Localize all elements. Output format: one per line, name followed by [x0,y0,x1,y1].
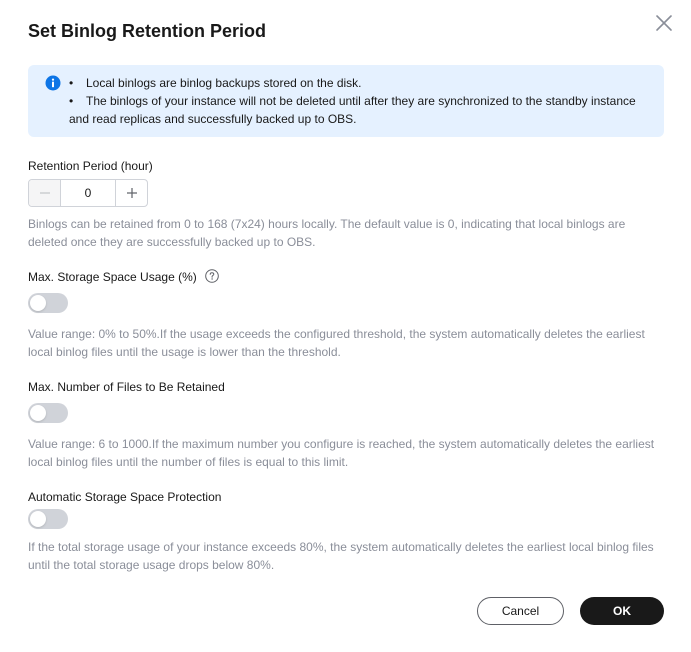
storage-usage-label: Max. Storage Space Usage (%) [28,270,197,284]
retention-period-help [28,215,668,251]
dialog-title: Set Binlog Retention Period [28,21,267,41]
max-files-label: Max. Number of Files to Be Retained [28,380,225,394]
max-files-help-line-2: local binlog files until the number of files is equal to this limit. [28,455,349,469]
toggle-knob [30,405,46,421]
cancel-button[interactable]: Cancel [477,597,564,625]
toggle-knob [30,511,46,527]
notice-text [69,74,650,128]
auto-protection-label: Automatic Storage Space Protection [28,490,222,504]
notice-bullet-2-continuation: and read replicas and successfully backed up to OBS. [69,112,357,126]
max-files-help-line-1: Value range: 6 to 1000.If the maximum number you configure is reached, the system automatically deletes the earliest [28,437,655,451]
max-files-toggle[interactable] [28,403,68,423]
auto-protection-toggle[interactable] [28,509,68,529]
auto-protection-help [28,538,668,574]
auto-protection-help-line-1: If the total storage usage of your instance exceeds 80%, the system automatically deletes the earliest local binlog files [28,540,654,554]
close-icon[interactable] [652,11,676,35]
info-icon [45,75,61,91]
storage-usage-toggle[interactable] [28,293,68,313]
decrement-button[interactable] [29,180,61,206]
storage-usage-help-line-2: local binlog files until the usage is lower than the threshold. [28,345,341,359]
auto-protection-help-line-2: until the total storage usage drops below 80%. [28,558,275,572]
max-files-help [28,435,668,471]
increment-button[interactable] [115,180,147,206]
storage-usage-help [28,325,668,361]
storage-usage-help-line-1: Value range: 0% to 50%.If the usage exceeds the configured threshold, the system automatically deletes the earliest [28,327,645,341]
retention-help-line-2: deleted once they are successfully backed up to OBS. [28,235,316,249]
ok-button[interactable]: OK [580,597,664,625]
retention-period-label: Retention Period (hour) [28,159,153,173]
toggle-knob [30,295,46,311]
retention-period-input[interactable] [61,180,115,206]
retention-help-line-1: Binlogs can be retained from 0 to 168 (7x24) hours locally. The default value is 0, indicating that local binlogs are [28,217,626,231]
question-icon[interactable] [205,269,219,283]
info-notice [28,65,664,137]
notice-bullet-1: • Local binlogs are binlog backups stored on the disk. [69,74,650,92]
notice-bullet-2: • The binlogs of your instance will not be deleted until after they are synchronized to the standby instance [69,92,650,110]
retention-period-stepper [28,179,148,207]
